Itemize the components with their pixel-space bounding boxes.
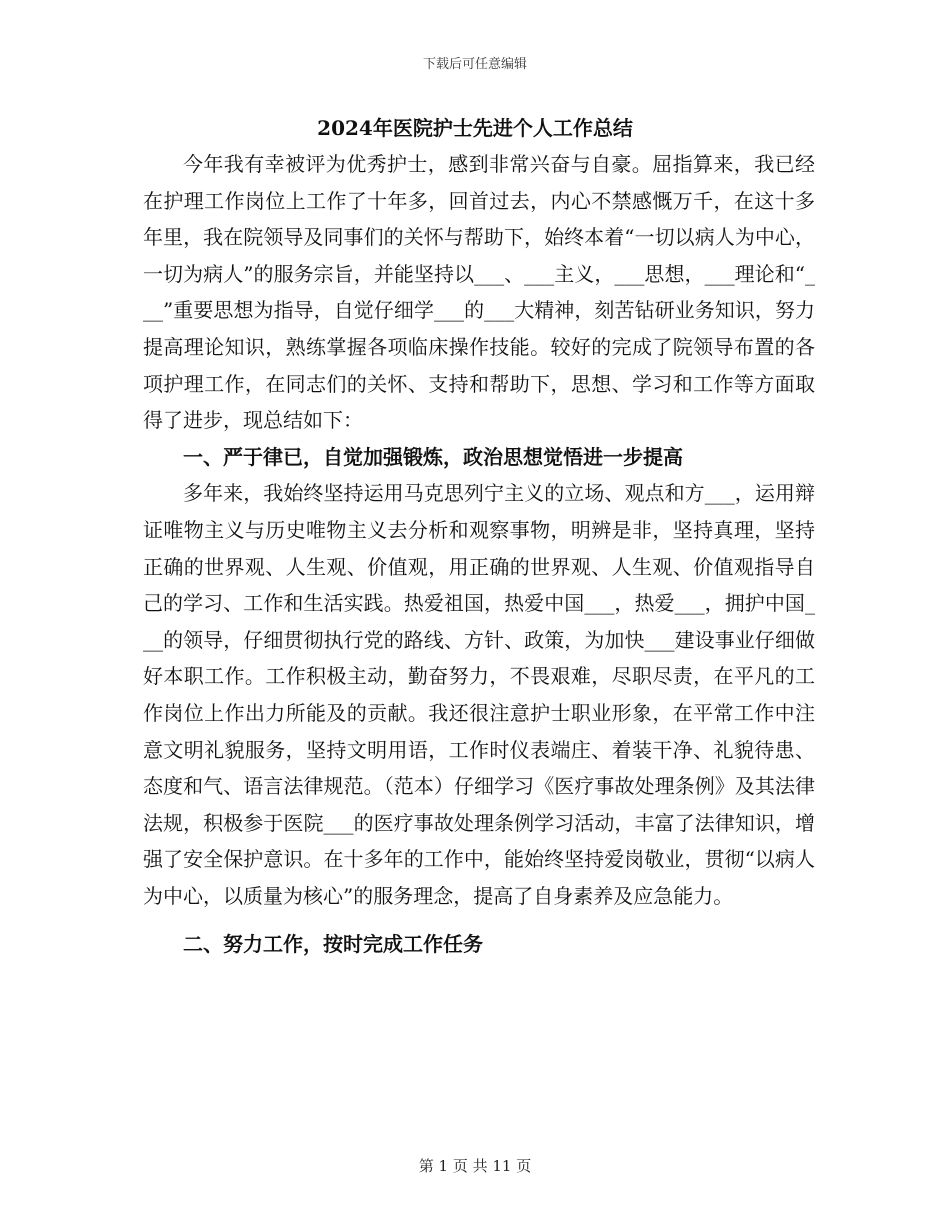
header-note: 下载后可任意编辑 [422,57,527,72]
document-title: 2024年医院护士先进个人工作总结 [317,116,633,140]
section-1-paragraph: 多年来，我始终坚持运用马克思列宁主义的立场、观点和方___，运用辩证唯物主义与历史唯物主义去分析和观察事物，明辨是非，坚持真理，坚持正确的世界观、人生观、价值观，用正确的世界观、人生观、价值观指导自己的学习、工作和生活实践。热爱祖国，热爱中国___，热爱___，拥护中国___的领导，仔细贯彻执行党的路线、方针、政策，为加快___建设事业仔细做好本职工作。工作积极主动，勤奋努力，不畏艰难，尽职尽责，在平凡的工作岗位上作出力所能及的贡献。我还很注意护士职业形象，在平常工作中注意文明礼貌服务，坚持文明用语，工作时仪表端庄、着装干净、礼貌待患、态度和气、语言法律规范。（范本）仔细学习《医疗事故处理条例》及其法律法规，积极参于医院___的医疗事故处理条例学习活动，丰富了法律知识，增强了安全保护意识。在十多年的工作中，能始终坚持爱岗敬业，贯彻“以病人为中心，以质量为核心”的服务理念，提高了自身素养及应急能力。 [143,481,815,908]
section-2-heading: 二、努力工作，按时完成工作任务 [183,932,483,957]
intro-paragraph: 今年我有幸被评为优秀护士，感到非常兴奋与自豪。屈指算来，我已经在护理工作岗位上工作了十年多，回首过去，内心不禁感慨万千，在这十多年里，我在院领导及同事们的关怀与帮助下，始终本着“一切以病人为中心，一切为病人”的服务宗旨，并能坚持以___、___主义，___思想，___理论和“___”重要思想为指导，自觉仔细学___的___大精神，刻苦钻研业务知识，努力提高理论知识，熟练掌握各项临床操作技能。较好的完成了院领导布置的各项护理工作，在同志们的关怀、支持和帮助下，思想、学习和工作等方面取得了进步，现总结如下： [143,152,815,433]
section-1-heading: 一、严于律已，自觉加强锻炼，政治思想觉悟进一步提高 [183,444,683,469]
document-body [143,146,815,963]
page-footer: 第 1 页 共 11 页 [418,1157,532,1175]
